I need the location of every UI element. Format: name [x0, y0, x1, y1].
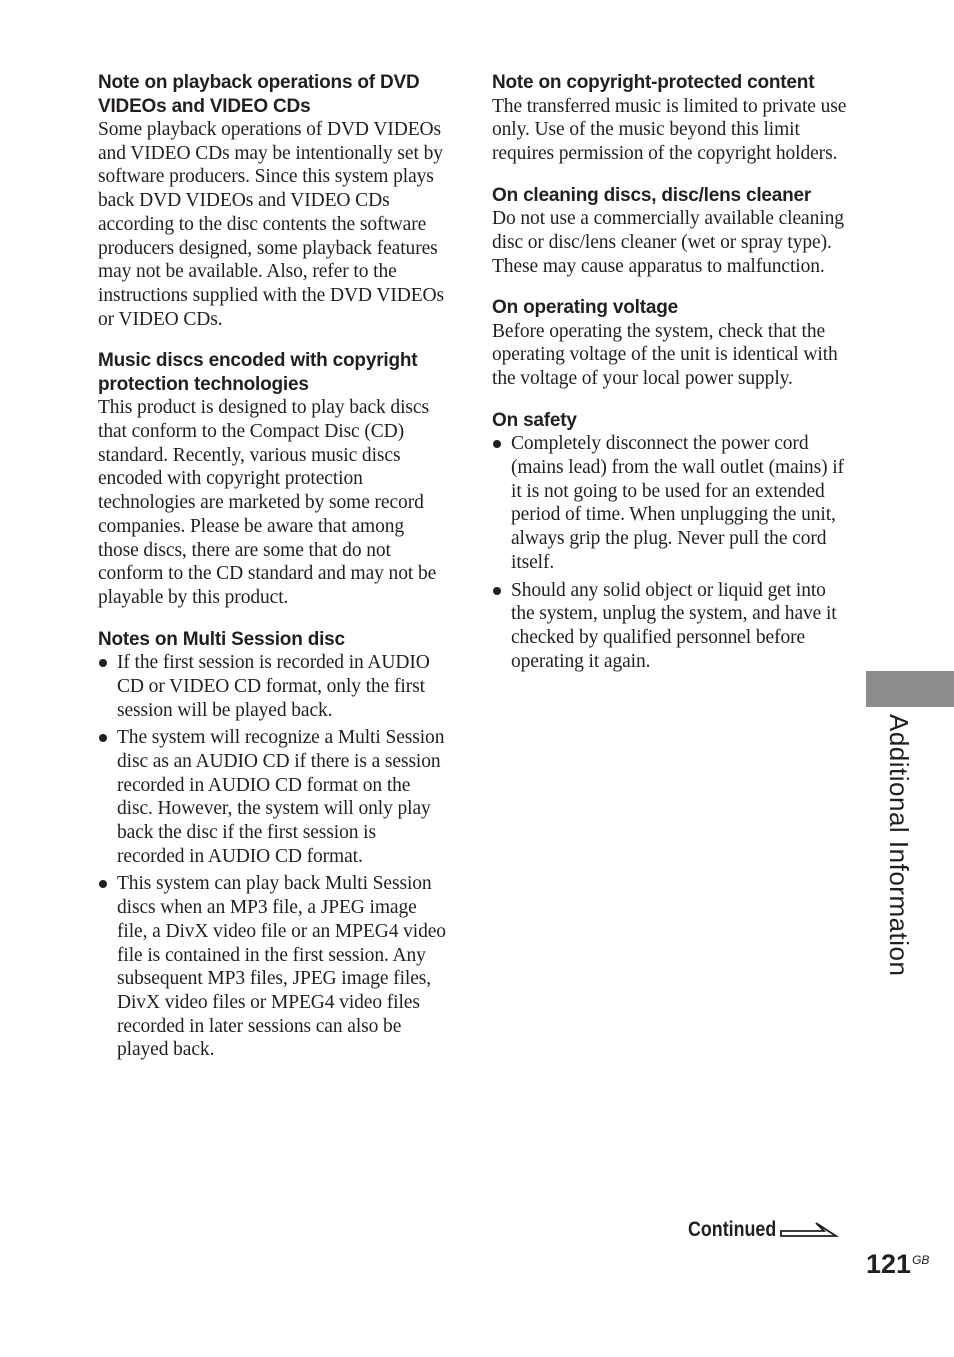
page-number — [866, 1249, 929, 1280]
section-dvd-playback — [98, 71, 448, 331]
section-paragraph: This product is designed to play back discs that conform to the Compact Disc (CD) standard. Recently, various music discs encoded with copyright protection technologies are marketed by some record companies. Please be aware that among those discs, there are some that do not conform to the CD standard and may not be playable by this product. — [98, 397, 437, 608]
bullet-icon — [99, 880, 107, 888]
continued-arrow-icon — [780, 1219, 840, 1241]
bullet-list — [492, 432, 848, 673]
bullet-list — [98, 651, 448, 1062]
list-item-text: This system can play back Multi Session discs when an MP3 file, a JPEG image file, a DivX video file or an MPEG4 video file is contained in the first session. Any subsequent MP3 files, JPEG image files, DivX video files or MPEG4 video files recorded in later sessions can also be played back. — [117, 873, 446, 1061]
list-item — [492, 579, 848, 674]
section-paragraph: The transferred music is limited to private use only. Use of the music beyond this limit requires permission of the copyright holders. — [492, 95, 847, 164]
section-cleaning-discs — [492, 184, 848, 279]
section-copyright-protection-discs — [98, 349, 448, 609]
section-heading: On cleaning discs, disc/lens cleaner — [492, 184, 812, 206]
list-item-text: Completely disconnect the power cord (mains lead) from the wall outlet (mains) if it is not going to be used for an extended period of time. When unplugging the unit, always grip the plug. Never pull the cord itself. — [511, 433, 844, 573]
section-heading: On operating voltage — [492, 297, 679, 319]
right-column — [492, 71, 848, 691]
list-item — [492, 432, 848, 574]
left-column — [98, 71, 448, 1080]
section-copyright-content — [492, 71, 848, 166]
section-paragraph: Do not use a commercially available cleaning disc or disc/lens cleaner (wet or spray type). These may cause apparatus to malfunction. — [492, 208, 844, 277]
section-heading: On safety — [492, 409, 577, 431]
bullet-icon — [493, 440, 501, 448]
section-safety — [492, 409, 848, 674]
list-item-text: The system will recognize a Multi Session disc as an AUDIO CD if there is a session recorded in AUDIO CD format on the disc. However, the system will only play back the disc if the first session is recorded in AUDIO CD format. — [117, 727, 445, 867]
bullet-icon — [99, 734, 107, 742]
section-tab-label: Additional Information — [884, 714, 914, 977]
section-heading: Note on copyright-protected content — [492, 72, 815, 93]
list-item — [98, 872, 448, 1062]
section-heading: Notes on Multi Session disc — [98, 628, 345, 650]
section-operating-voltage — [492, 296, 848, 391]
list-item — [98, 726, 448, 868]
section-paragraph: Before operating the system, check that the operating voltage of the unit is identical with the voltage of your local power supply. — [492, 320, 838, 390]
section-heading: Music discs encoded with copyright protection technologies — [98, 350, 418, 395]
list-item — [98, 651, 448, 722]
continued-label: Continued — [688, 1218, 777, 1241]
list-item-text: Should any solid object or liquid get into the system, unplug the system, and have it checked by qualified personnel before operating it again. — [511, 579, 837, 672]
section-multi-session — [98, 628, 448, 1062]
section-heading: Note on playback operations of DVD VIDEOs and VIDEO CDs — [98, 72, 420, 117]
bullet-icon — [493, 587, 501, 595]
section-tab-marker — [866, 671, 954, 707]
list-item-text: If the first session is recorded in AUDIO CD or VIDEO CD format, only the first session will be played back. — [117, 652, 430, 721]
page-number-value: 121 — [866, 1249, 912, 1279]
section-paragraph: Some playback operations of DVD VIDEOs and VIDEO CDs may be intentionally set by software producers. Since this system plays back DVD VIDEOs and VIDEO CDs according to the disc contents the software producers designed, some playback features may not be available. Also, refer to the instructions supplied with the DVD VIDEOs or VIDEO CDs. — [98, 119, 444, 330]
continued-indicator — [688, 1218, 840, 1242]
bullet-icon — [99, 659, 107, 667]
page-number-suffix: GB — [912, 1253, 930, 1267]
